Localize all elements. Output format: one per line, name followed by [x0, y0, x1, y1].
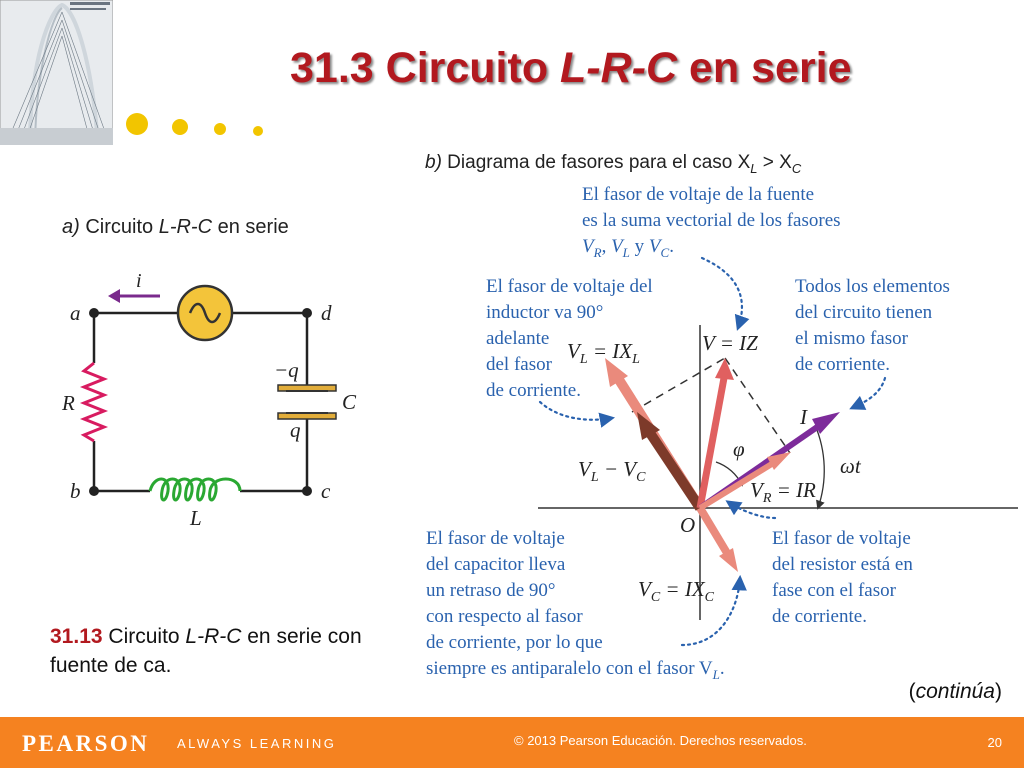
figure-b-gt: > X: [757, 152, 792, 173]
title-italic: L-R-C: [560, 44, 678, 92]
svg-text:VR = IR: $V_R$ = IR: [750, 478, 816, 506]
omega-t-label: ωt: [840, 454, 861, 478]
svg-text:VL − VC: $V_L - V_C$: [578, 457, 646, 485]
caption-text-a: Circuito: [102, 625, 186, 648]
annotation-inductor-3: adelante: [486, 328, 550, 349]
svg-text:VC = IXC: $V_C = IX_C$: [638, 577, 715, 605]
annotation-capacitor-3: un retraso de 90°: [426, 580, 556, 601]
annotation-capacitor-1: El fasor de voltaje: [426, 528, 565, 549]
continued-note: [909, 680, 1002, 704]
caption-text-b: en serie con fuente de ca.: [50, 625, 362, 677]
annotation-capacitor-4: con respecto al fasor: [426, 606, 583, 627]
annotation-current-2: del circuito tienen: [795, 302, 933, 323]
annotation-source-3: V: [582, 236, 594, 257]
figure-b-letter: b): [425, 152, 442, 173]
page-number: 20: [987, 735, 1002, 750]
svg-text:b) Diagrama de fasores para el: [425, 152, 802, 176]
annotation-source-1: El fasor de voltaje de la fuente: [582, 184, 815, 205]
vr-ir-label: = IR: [771, 478, 816, 502]
node-d-label: d: [321, 301, 332, 325]
resistor-label: R: [62, 391, 75, 415]
figure-a-text-prefix: Circuito: [79, 216, 159, 238]
annotation-source-2: es la suma vectorial de los fasores: [582, 210, 841, 231]
svg-text:VR, VL y VC.: $V_R$, $V_L$ y $V_C$.: [582, 236, 674, 260]
annotation-resistor-4: de corriente.: [772, 606, 867, 627]
vl-minus-vc-label-b: − V: [598, 457, 637, 481]
figure-b-sub-c: C: [791, 161, 802, 176]
continued-text: continúa: [915, 680, 995, 703]
figure-a-text-italic: L-R-C: [158, 216, 213, 238]
annotation-current-1: Todos los elementos: [795, 276, 950, 297]
svg-text:VL = IXL: $V_L = IX_L$: [567, 339, 640, 367]
copyright-text: © 2013 Pearson Educación. Derechos reservados.: [514, 733, 807, 748]
annotation-resistor-2: del resistor está en: [772, 554, 913, 575]
phi-label: φ: [733, 437, 745, 461]
figure-caption: [50, 622, 390, 680]
continued-close: ): [995, 680, 1002, 703]
annotation-inductor-2: inductor va 90°: [486, 302, 604, 323]
title-suffix: en serie: [677, 44, 852, 92]
pearson-logo: PEARSON: [22, 731, 150, 756]
minus-q-label: −q: [274, 358, 299, 382]
annotation-resistor-1: El fasor de voltaje: [772, 528, 911, 549]
current-label: i: [136, 270, 142, 292]
vl-eq-label: = IX: [587, 339, 633, 363]
phasor-diagram: [420, 140, 1020, 700]
capacitor-label: C: [342, 390, 357, 414]
origin-label: O: [680, 513, 696, 537]
figure-a-letter: a): [62, 216, 80, 238]
node-c-label: c: [321, 479, 331, 503]
v-iz-label: V = IZ: [702, 331, 758, 355]
svg-text:a) Circuito L-R-C en serie: [62, 216, 289, 238]
annotation-capacitor-5: de corriente, por lo que: [426, 632, 603, 653]
annotation-inductor-4: del fasor: [486, 354, 552, 375]
figure-b-text: Diagrama de fasores para el caso X: [441, 152, 751, 173]
footer-bar: [0, 717, 1024, 768]
caption-text-italic: L-R-C: [185, 625, 242, 648]
vl-label: V: [567, 339, 580, 363]
annotation-current-3: el mismo fasor: [795, 328, 908, 349]
figure-b-sub-l: L: [750, 161, 758, 176]
slide-title: [290, 44, 852, 93]
vl-minus-vc-label-a: V: [578, 457, 591, 481]
circuit-diagram: [50, 205, 380, 535]
inductor-icon: [150, 479, 240, 500]
annotation-capacitor-6: siempre es antiparalelo con el fasor V: [426, 658, 713, 679]
decorative-dots: [120, 105, 280, 145]
figure-number: 31.13: [50, 625, 103, 648]
svg-text:siempre es antiparalelo con el: siempre es antiparalelo con el fasor $V_L$.: [426, 658, 725, 682]
vc-ixc-label: = IX: [660, 577, 705, 601]
annotation-current-4: de corriente.: [795, 354, 890, 375]
annotation-inductor-1: El fasor de voltaje del: [486, 276, 653, 297]
book-cover-image: [0, 0, 113, 145]
node-b-label: b: [70, 479, 81, 503]
annotation-capacitor-2: del capacitor lleva: [426, 554, 566, 575]
inductor-label: L: [190, 506, 202, 530]
title-prefix: 31.3 Circuito: [290, 44, 561, 92]
figure-a-text-suffix: en serie: [212, 216, 289, 238]
annotation-resistor-3: fase con el fasor: [772, 580, 896, 601]
resistor-icon: [84, 363, 104, 441]
i-label: I: [800, 405, 807, 429]
footer-tagline: ALWAYS LEARNING: [177, 736, 337, 751]
q-label: q: [290, 418, 301, 442]
continued-open: (: [908, 680, 916, 703]
annotation-inductor-5: de corriente.: [486, 380, 581, 401]
node-a-label: a: [70, 301, 81, 325]
